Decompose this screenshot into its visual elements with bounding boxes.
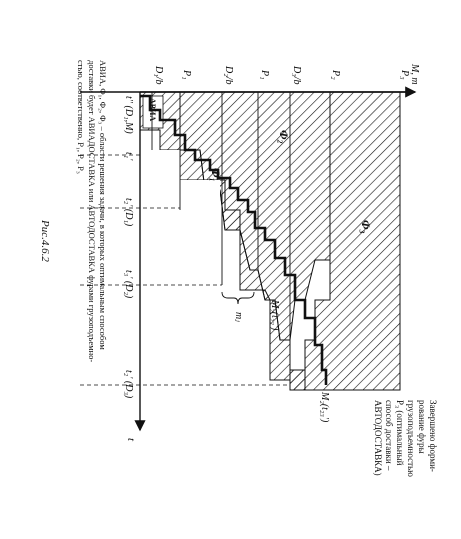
legend-line-1: АВИА, Φ₁, Φ₂, Φ₃ – области решения задачи, в которых оптимальным способом bbox=[98, 60, 108, 350]
white-gap-2 bbox=[180, 180, 220, 280]
point-m23-label: M₂(t₂₃') bbox=[319, 392, 330, 423]
legend-block bbox=[76, 60, 108, 362]
tick-p1b: P₁ bbox=[181, 70, 192, 80]
xtick-t-dd: t'' (D₁,M) bbox=[123, 96, 134, 134]
axis-t-label: t bbox=[125, 438, 137, 442]
brace-mj-label: mⱼ bbox=[233, 312, 244, 322]
annotation-line-6: АВТОДОСТАВКА) bbox=[373, 400, 383, 476]
annotation-line-1: Завершено форми- bbox=[428, 400, 438, 472]
figure-caption: Рис.4.6.2 bbox=[39, 220, 51, 262]
annotation-line-2: рование фуры bbox=[417, 400, 427, 454]
tick-p2: P₂ bbox=[330, 70, 341, 80]
region-avia-label: АВИА bbox=[148, 98, 157, 122]
white-gap-1 bbox=[140, 150, 180, 208]
annotation-line-3: грузоподъемностью bbox=[406, 400, 416, 477]
region-phi1-label: Φ₁ bbox=[209, 168, 223, 182]
tick-d2b: D₂/b bbox=[223, 66, 234, 85]
tick-d3b: D₃/b bbox=[291, 66, 302, 85]
annotation-block bbox=[373, 400, 438, 477]
region-phi2-label: Φ₂ bbox=[277, 130, 291, 144]
xtick-t3: t₃' (D₂) bbox=[123, 270, 134, 299]
legend-line-3: стью, соответственно, P₁, P₂, P₃ bbox=[76, 60, 86, 174]
tick-p3: P₃ bbox=[399, 70, 410, 80]
annotation-line-5: способ доставки – bbox=[384, 400, 394, 471]
axis-m-label: M, m bbox=[409, 64, 420, 85]
mj-brace bbox=[222, 292, 254, 304]
xtick-t4: t₂' (D₃) bbox=[123, 370, 134, 399]
legend-line-2: доставки будет АВИАДОСТАВКА или АВТОДОСТАВКА фурами грузоподъемно- bbox=[87, 60, 97, 363]
annotation-line-4: P₃ (оптимальный bbox=[395, 400, 405, 466]
tick-d1b: D₁/b bbox=[153, 66, 164, 85]
region-phi3-label: Φ₃ bbox=[359, 220, 373, 234]
tick-p1a: P₁ bbox=[259, 70, 270, 80]
point-m22-label: M₂(t₂₂') bbox=[269, 300, 280, 331]
xtick-t1: t₁' bbox=[123, 152, 134, 161]
xtick-t2: t₂' (D₁) bbox=[123, 198, 134, 227]
